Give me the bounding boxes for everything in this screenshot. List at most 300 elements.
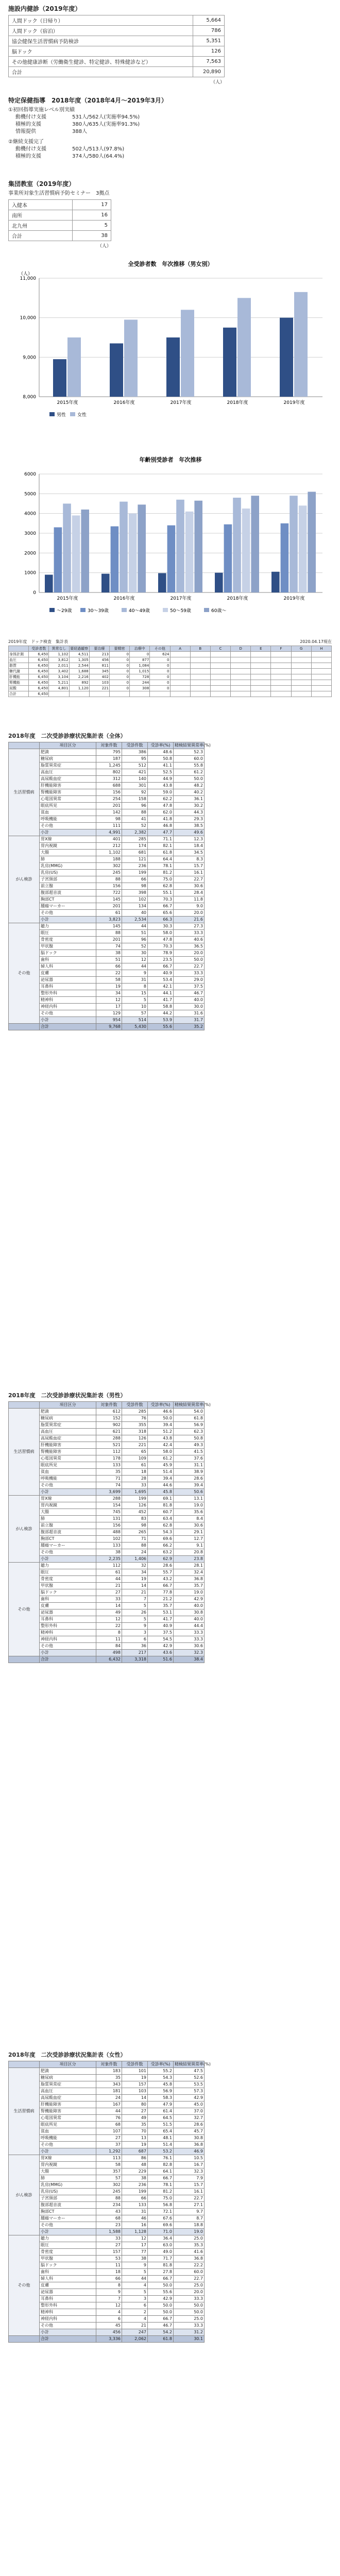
followup-value: 32.3: [174, 2168, 205, 2175]
age-group-chart-ytick-label: 5000: [24, 492, 36, 497]
followup-value: 28: [122, 1476, 148, 1482]
followup-value: 156: [96, 789, 122, 796]
dock-summary-cell: [251, 657, 271, 663]
dock-summary-header-cell: 異常なし: [49, 646, 69, 652]
dock-summary-cell: [231, 686, 251, 691]
followup-value: 45.7: [174, 2128, 205, 2135]
dock-summary-cell: [231, 669, 251, 674]
followup-value: 37.5: [148, 1630, 174, 1636]
followup-value: 46.7: [148, 2323, 174, 2329]
followup-value: 4: [122, 2282, 148, 2289]
followup-value: 35: [96, 2075, 122, 2081]
followup-value: 30.6: [174, 883, 205, 890]
followup-value: 236: [122, 2182, 148, 2189]
total-examinees-chart-bar: [53, 359, 66, 397]
followup-subtotal-cell: 53.9: [148, 1017, 174, 1024]
followup-item: 聴力: [40, 923, 96, 930]
followup-value: 20.8: [174, 1549, 205, 1556]
followup-value: 71: [122, 1536, 148, 1543]
age-group-chart-xtick-label: 2018年度: [227, 596, 248, 601]
followup-value: 50.0: [174, 957, 205, 963]
dock-summary-cell: [311, 674, 331, 680]
followup-item: 甲状腺: [40, 2256, 96, 2262]
dock-summary-cell: 6,450: [29, 680, 49, 686]
followup-value: 17: [122, 2242, 148, 2249]
followup-value: 59.0: [148, 789, 174, 796]
followup-value: 44: [96, 1576, 122, 1583]
followup-value: 61.2: [174, 769, 205, 776]
dock-summary-cell: [251, 680, 271, 686]
followup-value: 19: [96, 984, 122, 990]
dock-summary-header: [8, 639, 332, 645]
followup-value: 30.6: [174, 1643, 205, 1650]
followup-value: 50.0: [174, 2309, 205, 2316]
followup-value: 30.3: [148, 923, 174, 930]
dock-summary-cell: 尿酸: [9, 686, 29, 691]
followup-subtotal-cell: 1,406: [122, 1556, 148, 1563]
dock-summary-cell: 0: [150, 680, 170, 686]
followup-item: 婦人科: [40, 2276, 96, 2282]
followup-value: 55.8: [174, 762, 205, 769]
followup-subtotal-cell: 54.2: [148, 2329, 174, 2336]
followup-value: 84: [96, 1643, 122, 1650]
dock-summary-cell: [190, 686, 210, 691]
followup-value: 14: [96, 1603, 122, 1609]
followup-value: 488: [96, 1529, 122, 1536]
followup-value: 47.8: [148, 937, 174, 943]
followup-value: 22.7: [174, 2276, 205, 2282]
dock-summary-cell: [291, 680, 311, 686]
age-group-chart-bar: [72, 516, 80, 593]
initial-active-row: [8, 121, 225, 128]
followup-subtotal-cell: 456: [96, 2329, 122, 2336]
followup-item: 神経内科: [40, 1004, 96, 1010]
followup-value: 107: [96, 2128, 122, 2135]
followup-value: 32: [122, 1563, 148, 1569]
followup-item: 歯科: [40, 2269, 96, 2276]
followup-total-cell: 合計: [40, 1024, 96, 1030]
followup-value: 9.0: [174, 903, 205, 910]
followup-item: その他: [40, 1482, 96, 1489]
followup-value: 21: [122, 2323, 148, 2329]
followup-value: 39.4: [148, 1476, 174, 1482]
followup-value: 178: [96, 1455, 122, 1462]
dock-summary-cell: [271, 652, 291, 657]
followup-total-cell: 3,336: [96, 2336, 122, 2343]
followup-value: 187: [96, 756, 122, 762]
followup-row: [9, 923, 205, 930]
followup-value: 40.0: [174, 1603, 205, 1609]
followup-value: 66.2: [148, 1543, 174, 1549]
followup-subtotal-cell: 1,292: [96, 2148, 122, 2155]
followup-value: 40.2: [174, 789, 205, 796]
followup-value: 28.6: [148, 1563, 174, 1569]
age-group-chart-bar: [176, 500, 184, 592]
followup-value: 33.3: [174, 1636, 205, 1643]
dock-summary-header-cell: B: [190, 646, 210, 652]
total-examinees-chart-bar: [124, 320, 138, 397]
followup-subtotal-cell: 247: [122, 2329, 148, 2336]
total-examinees-chart-bar: [237, 298, 251, 397]
followup-value: 63.0: [148, 2242, 174, 2249]
followup-header-cell: 項目区分: [40, 742, 96, 749]
facility-checkup-value: 126: [193, 46, 225, 57]
followup-value: 65.6: [148, 910, 174, 917]
followup-value: 12: [96, 1616, 122, 1623]
followup-total-row: [9, 1656, 205, 1663]
followup-value: 21: [122, 1589, 148, 1596]
followup-item: 聴力: [40, 1563, 96, 1569]
followup-item: 精神科: [40, 2309, 96, 2316]
followup-value: 66.7: [148, 963, 174, 970]
followup-subtotal-cell: 1,128: [122, 2229, 148, 2235]
followup-value: 31.1: [174, 1462, 205, 1469]
followup-value: 70: [122, 2128, 148, 2135]
followup-value: 50.0: [148, 2302, 174, 2309]
followup-subtotal-cell: 45.8: [148, 1489, 174, 1496]
followup-value: 49: [96, 1609, 122, 1616]
followup-group-label: がん検診: [9, 2155, 40, 2235]
followup-value: 22.7: [174, 876, 205, 883]
followup-value: 66.7: [148, 2316, 174, 2323]
age-group-chart-bar: [251, 496, 259, 592]
followup-group-label: がん検診: [9, 1496, 40, 1563]
dock-summary-cell: [291, 657, 311, 663]
followup-value: 41: [122, 816, 148, 823]
followup-subtotal-cell: 514: [122, 1017, 148, 1024]
followup-value: 42.1: [148, 984, 174, 990]
followup-value: 44: [122, 923, 148, 930]
followup-value: 31.6: [174, 1010, 205, 1017]
age-group-chart-bar: [45, 575, 53, 593]
followup-value: 55.2: [148, 2068, 174, 2075]
followup-value: 65: [122, 1449, 148, 1455]
followup-value: 66.7: [148, 903, 174, 910]
age-group-chart-bar: [215, 573, 223, 592]
followup-value: 61.4: [148, 2108, 174, 2115]
followup-value: 78.9: [148, 950, 174, 957]
followup-value: 68: [96, 2122, 122, 2128]
followup-value: 42.9: [174, 2095, 205, 2102]
followup-item: 肺: [40, 2175, 96, 2182]
facility-checkup-label: 脳ドック: [9, 46, 193, 57]
dock-summary-cell: [170, 674, 190, 680]
dock-summary-cell: [271, 691, 291, 697]
followup-value: 67.6: [148, 2215, 174, 2222]
facility-checkup-value: 786: [193, 26, 225, 36]
age-group-chart-bar: [129, 514, 137, 592]
dock-summary-cell: [150, 691, 170, 697]
followup-value: 36.8: [174, 2142, 205, 2148]
followup-item: 骨密度: [40, 2249, 96, 2256]
age-group-chart-legend-label: 40〜49歳: [129, 608, 150, 614]
followup-subtotal-cell: 2,235: [96, 1556, 122, 1563]
followup-subtotal-cell: 小計: [40, 1017, 96, 1024]
followup-value: 2: [122, 2309, 148, 2316]
followup-value: 88: [96, 876, 122, 883]
followup-value: 52.6: [174, 2075, 205, 2081]
followup-subtotal-cell: 小計: [40, 1556, 96, 1563]
followup-total-spacer: [9, 2336, 40, 2343]
followup-item: 神経内科: [40, 2316, 96, 2323]
followup-row: [9, 2068, 205, 2075]
followup-subtotal-cell: 小計: [40, 917, 96, 923]
followup-subtotal-cell: 小計: [40, 2148, 96, 2155]
dock-summary-cell: 2,544: [69, 663, 89, 669]
total-examinees-chart-ytick-label: 11,000: [20, 276, 36, 281]
age-group-chart-bar: [194, 501, 202, 592]
total-examinees-chart-legend-label: 男性: [57, 413, 66, 418]
age-group-chart-xtick-label: 2017年度: [170, 596, 192, 601]
initial-active-label: 積極的支援: [15, 122, 41, 127]
followup-value: 126: [122, 1502, 148, 1509]
followup-value: 42.9: [174, 1596, 205, 1603]
followup-table-female-title: 2018年度 二次受診診療状況集計表（女性）: [8, 2052, 126, 2058]
followup-value: 12.3: [174, 836, 205, 843]
dock-summary-cell: 0: [109, 669, 129, 674]
followup-item: 眼底所見: [40, 2122, 96, 2128]
age-group-chart-bar: [63, 504, 71, 593]
followup-value: 152: [96, 1415, 122, 1422]
dock-summary-row: [9, 691, 332, 697]
facility-checkup-label: 人間ドック（宿泊）: [9, 26, 193, 36]
dock-summary-row: [9, 686, 332, 691]
followup-value: 312: [96, 776, 122, 783]
followup-header-row: [9, 2061, 205, 2068]
followup-value: 4: [122, 2316, 148, 2323]
followup-value: 12: [96, 2302, 122, 2309]
followup-value: 66.7: [148, 1583, 174, 1589]
age-group-chart-ytick-label: 3000: [24, 531, 36, 536]
followup-value: 33.3: [174, 1630, 205, 1636]
age-group-chart-bar: [81, 510, 89, 592]
followup-subtotal-cell: 1,588: [96, 2229, 122, 2235]
followup-row: [9, 2235, 205, 2242]
dock-summary-cell: 0: [109, 680, 129, 686]
dock-summary-cell: 624: [150, 652, 170, 657]
followup-value: 234: [96, 2202, 122, 2209]
followup-value: 37.0: [174, 2108, 205, 2115]
dock-summary-cell: 1,120: [69, 686, 89, 691]
followup-value: 133: [122, 2202, 148, 2209]
age-group-chart-legend-label: 50〜59歳: [170, 608, 191, 614]
followup-value: 64.4: [148, 856, 174, 863]
followup-value: 167: [96, 2102, 122, 2108]
followup-value: 145: [96, 923, 122, 930]
facility-checkup-label: その他健康診断（労働衛生健診、特定健診、特殊健診など）: [9, 57, 193, 67]
followup-value: 48.6: [148, 749, 174, 756]
age-group-chart-legend-swatch: [163, 608, 168, 612]
dock-summary-cell: 0: [150, 686, 170, 691]
followup-value: 27.8: [148, 2269, 174, 2276]
followup-value: 49.3: [174, 1442, 205, 1449]
followup-value: 23.5: [148, 957, 174, 963]
followup-value: 62.8: [148, 883, 174, 890]
age-group-chart-bar: [138, 504, 146, 592]
followup-subtotal-cell: 43.6: [148, 1650, 174, 1656]
followup-value: 61.8: [148, 850, 174, 856]
followup-table-female-section: [8, 2050, 211, 2343]
followup-value: 58: [96, 2162, 122, 2168]
followup-value: 51.5: [148, 2122, 174, 2128]
followup-value: 521: [96, 1442, 122, 1449]
followup-value: 795: [96, 749, 122, 756]
facility-checkup-row: [9, 67, 225, 77]
dock-summary-header-cell: 治療中: [130, 646, 150, 652]
followup-value: 66: [96, 2276, 122, 2282]
dock-summary-cell: 肝機能: [9, 674, 29, 680]
total-examinees-chart-bar: [67, 337, 81, 397]
followup-value: 62.2: [148, 796, 174, 803]
age-group-chart-ytick-label: 2000: [24, 551, 36, 556]
followup-value: 8: [96, 2282, 122, 2289]
followup-subtotal-cell: 小計: [40, 1489, 96, 1496]
total-examinees-chart-ytick-label: 9,000: [23, 355, 36, 361]
followup-group-label: その他: [9, 1563, 40, 1656]
followup-value: 38: [122, 2256, 148, 2262]
followup-item: 整形外科: [40, 990, 96, 997]
followup-value: 47.5: [174, 2068, 205, 2075]
followup-item: 整形外科: [40, 2302, 96, 2309]
dock-summary-cell: [311, 657, 331, 663]
followup-value: 5: [122, 2269, 148, 2276]
dock-summary-cell: [190, 669, 210, 674]
followup-value: 96: [122, 937, 148, 943]
followup-value: 11.8: [174, 896, 205, 903]
followup-value: 66.7: [148, 2175, 174, 2182]
followup-value: 35: [96, 1469, 122, 1476]
dock-summary-table: [8, 646, 332, 697]
followup-value: 42.9: [148, 2296, 174, 2302]
age-group-chart-legend-label: 30〜39歳: [88, 608, 109, 614]
total-examinees-chart-svg: [8, 258, 333, 428]
dock-summary-cell: [271, 669, 291, 674]
followup-table-male-title: 2018年度 二次受診診療状況集計表（男性）: [8, 1392, 126, 1399]
followup-value: 183: [96, 2068, 122, 2075]
age-group-chart-xtick-label: 2016年度: [113, 596, 135, 601]
followup-subtotal-cell: 2,534: [122, 917, 148, 923]
continuation-active-label: 積極的支援: [15, 154, 41, 159]
followup-total-cell: 30.1: [174, 2336, 205, 2343]
total-examinees-chart-bar: [223, 328, 236, 397]
followup-value: 43: [96, 2209, 122, 2215]
followup-value: 76: [96, 2115, 122, 2122]
dock-summary-cell: 1,015: [130, 669, 150, 674]
followup-value: 12.7: [174, 1536, 205, 1543]
followup-value: 98: [96, 816, 122, 823]
followup-item: 精神科: [40, 1630, 96, 1636]
followup-value: 21.2: [148, 1596, 174, 1603]
dock-summary-cell: 3,402: [49, 669, 69, 674]
followup-item: 脳ドック: [40, 2262, 96, 2269]
followup-header-cell: 対象件数: [96, 2061, 122, 2068]
followup-value: 5: [122, 1603, 148, 1609]
followup-value: 54.3: [148, 2075, 174, 2081]
followup-value: 10.5: [174, 2155, 205, 2162]
followup-value: 131: [96, 1516, 122, 1522]
followup-item: 泌尿器: [40, 977, 96, 984]
followup-value: 83: [122, 1516, 148, 1522]
group-class-value: 5: [73, 221, 111, 231]
total-examinees-chart-bar: [181, 310, 194, 397]
followup-total-spacer: [9, 1024, 40, 1030]
followup-value: 58.3: [148, 2095, 174, 2102]
facility-checkup-title: 施設内健診（2019年度）: [8, 5, 81, 12]
followup-subtotal-cell: 49.6: [174, 829, 205, 836]
facility-checkup-value: 20,890: [193, 67, 225, 77]
dock-summary-cell: [210, 652, 230, 657]
total-examinees-chart-bar: [166, 337, 180, 397]
followup-value: 74: [96, 943, 122, 950]
followup-value: 43.8: [148, 783, 174, 789]
continuation-motivation-row: [8, 146, 225, 153]
dock-summary-cell: 6,450: [29, 686, 49, 691]
followup-table-all: [8, 742, 211, 1030]
dock-summary-cell: [231, 674, 251, 680]
followup-value: 16: [122, 2222, 148, 2229]
dock-summary-cell: 244: [130, 680, 150, 686]
followup-value: 32.7: [174, 2115, 205, 2122]
followup-value: 54.3: [148, 1529, 174, 1536]
followup-value: 46: [122, 2215, 148, 2222]
followup-value: 26: [122, 1609, 148, 1616]
followup-value: 7.9: [174, 2175, 205, 2182]
followup-value: 44.4: [174, 1623, 205, 1630]
age-group-chart-bar: [54, 528, 62, 593]
followup-value: 81.8: [148, 2262, 174, 2269]
followup-value: 46.6: [148, 1409, 174, 1415]
followup-value: 66.7: [148, 2276, 174, 2282]
followup-total-cell: 61.8: [148, 2336, 174, 2343]
followup-subtotal-cell: 32.3: [174, 1650, 205, 1656]
followup-value: 140: [122, 776, 148, 783]
followup-value: 41.1: [148, 762, 174, 769]
followup-item: 胸部CT: [40, 896, 96, 903]
followup-item: 前立腺: [40, 1522, 96, 1529]
followup-value: 44: [122, 2276, 148, 2282]
followup-value: 19.0: [174, 1502, 205, 1509]
total-examinees-chart-title: 全受診者数 年次推移（男女別）: [128, 261, 213, 267]
followup-value: 53: [96, 2256, 122, 2262]
followup-value: 18: [96, 2269, 122, 2276]
followup-value: 30.8: [174, 1609, 205, 1616]
followup-value: 66: [96, 963, 122, 970]
dock-summary-cell: [231, 657, 251, 663]
followup-value: 25.0: [174, 2282, 205, 2289]
age-group-chart-bar: [185, 512, 194, 592]
followup-value: 15: [122, 990, 148, 997]
followup-value: 109: [122, 1455, 148, 1462]
followup-value: 229: [122, 2168, 148, 2175]
followup-value: 56.9: [148, 2088, 174, 2095]
followup-item: 眼底所見: [40, 1462, 96, 1469]
followup-value: 51: [122, 930, 148, 937]
followup-value: 92: [122, 789, 148, 796]
followup-item: 呼吸機能: [40, 2135, 96, 2142]
followup-value: 22.2: [174, 2262, 205, 2269]
group-class-row: [9, 221, 111, 231]
followup-value: 18.8: [174, 2222, 205, 2229]
followup-value: 101: [122, 2068, 148, 2075]
group-class-row: [9, 200, 111, 210]
followup-table-male: [8, 1401, 211, 1663]
dock-summary-row: [9, 669, 332, 674]
dock-summary-cell: [291, 652, 311, 657]
followup-value: 157: [96, 2249, 122, 2256]
followup-header-cell: [9, 742, 40, 749]
followup-table-all-title: 2018年度 二次受診診療状況集計表（全体）: [8, 733, 126, 739]
age-group-chart-legend-swatch: [80, 608, 86, 612]
